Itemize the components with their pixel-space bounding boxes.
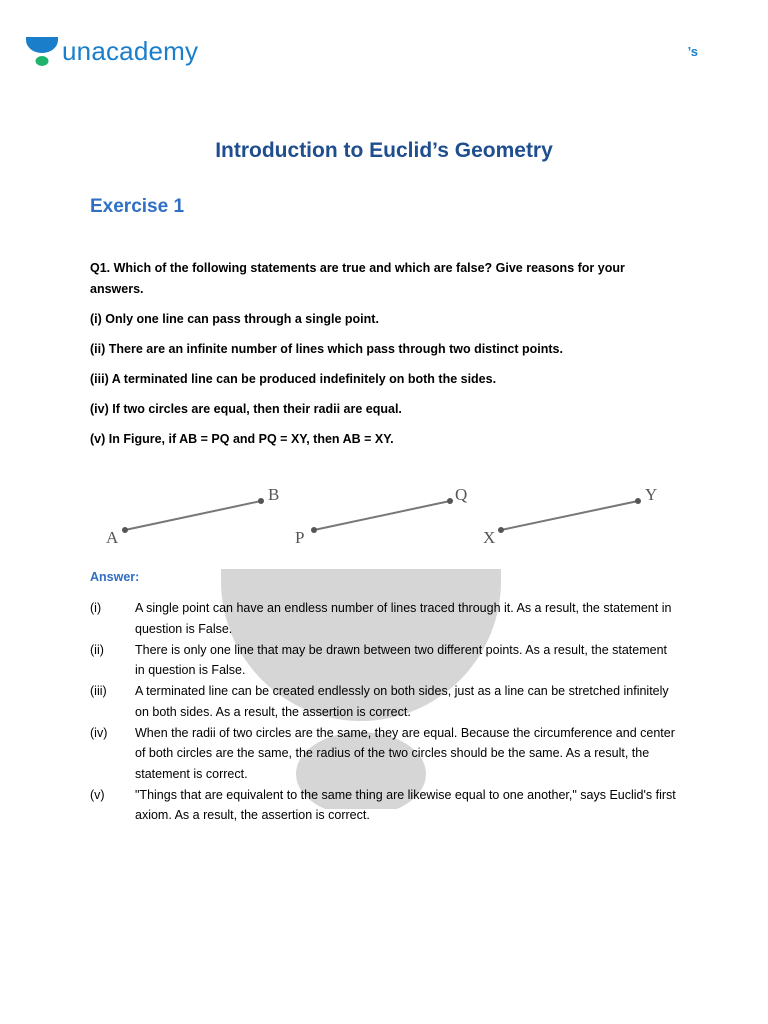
statement-item: (iii) A terminated line can be produced indefinitely on both the sides. [90, 372, 497, 386]
point-label: A [106, 528, 119, 547]
answer-number: (iv) [90, 725, 108, 740]
answer-item [90, 598, 680, 639]
segment-pq [295, 485, 467, 547]
page-header [25, 34, 698, 74]
answer-number: (iii) [90, 684, 107, 698]
point-label: Q [455, 485, 468, 504]
answer-number: (ii) [90, 642, 104, 657]
answer-text: A single point can have an endless number of lines traced through it. As a result, the statement in question is False. [135, 601, 672, 636]
answer-text: "Things that are equivalent to the same thing are likewise equal to one another," says Euclid's first axiom. As a result, the assertion is correct. [135, 787, 676, 822]
statement-item: (v) In Figure, if AB = PQ and PQ = XY, then AB = XY. [90, 432, 394, 446]
answer-heading: Answer: [90, 570, 140, 584]
answer-text: When the radii of two circles are the same, they are equal. Because the circumference and center of both circles are the same, the radius of the two circles should be the same. As a result, the statement is correct. [135, 725, 675, 781]
answer-list [90, 598, 680, 826]
header-right-text: ’s [687, 44, 698, 59]
answer-item [90, 723, 680, 785]
answer-text: A terminated line can be created endlessly on both sides, just as a line can be stretched infinitely on both sides. As a result, the assertion is correct. [135, 684, 669, 719]
question-block [90, 258, 680, 459]
segment-ab [106, 485, 279, 547]
answer-number: (v) [90, 787, 105, 802]
point-label: X [483, 528, 496, 547]
statement-item: (i) Only one line can pass through a single point. [90, 312, 379, 326]
point-label: P [295, 528, 305, 547]
unacademy-logo [25, 34, 198, 68]
page-title: Introduction to Euclid’s Geometry [215, 139, 553, 162]
answer-item [90, 785, 680, 826]
point-label: Y [645, 485, 658, 504]
question-text: Q1. Which of the following statements are true and which are false? Give reasons for your answers. [90, 261, 625, 296]
point-label: B [268, 485, 280, 504]
answer-item [90, 640, 680, 681]
answer-text: There is only one line that may be drawn between two different points. As a result, the statement in question is False. [135, 642, 668, 677]
unacademy-logo-icon [25, 34, 59, 68]
exercise-heading: Exercise 1 [90, 196, 185, 217]
answer-item [90, 681, 680, 722]
statement-item: (ii) There are an infinite number of lines which pass through two distinct points. [90, 342, 563, 356]
logo-text: unacademy [62, 36, 199, 66]
line-segments-figure [90, 480, 680, 550]
segment-xy [483, 485, 657, 547]
answer-number: (i) [90, 601, 102, 615]
statement-item: (iv) If two circles are equal, then their radii are equal. [90, 402, 402, 416]
